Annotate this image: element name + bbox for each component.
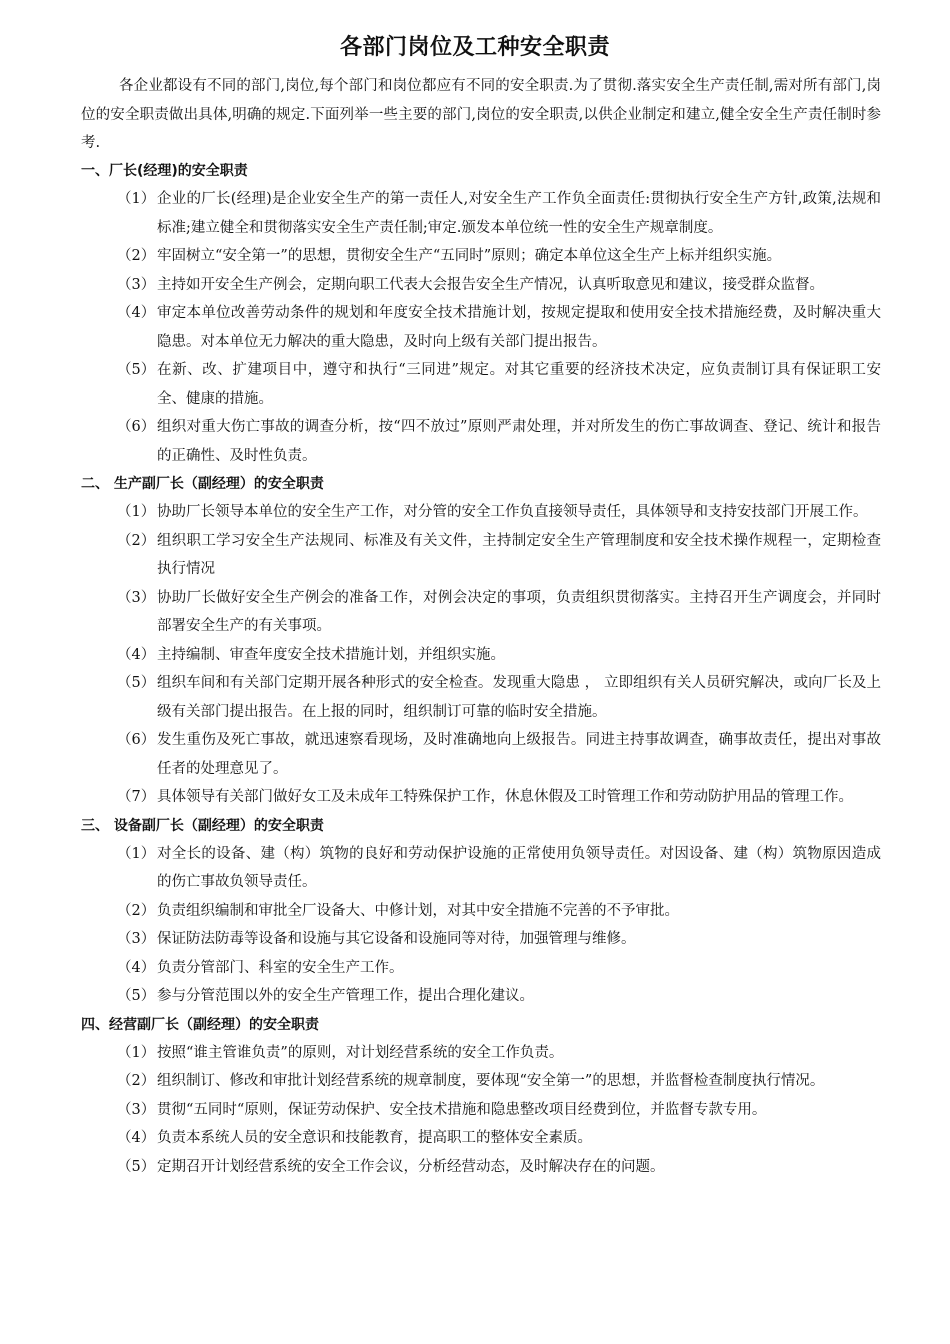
item-text: 主持如开安全生产例会，定期向职工代表大会报告安全生产情况，认真听取意见和建议，接受群众监督。: [157, 276, 824, 293]
list-item: [81, 413, 881, 470]
item-text: 组织职工学习安全生产法规同、标准及有关文件，主持制定安全生产管理制度和安全技术操作规程一，定期检查执行情况: [157, 532, 881, 577]
list-item: [81, 982, 881, 1011]
item-number: （4）: [117, 959, 156, 976]
section-heading: 一、厂长(经理)的安全职责: [81, 163, 248, 179]
item-number: （2）: [117, 902, 156, 919]
list-item: [81, 584, 881, 641]
item-text: 组织对重大伤亡事故的调查分析，按“四不放过”原则严肃处理，并对所发生的伤亡事故调查、登记、统计和报告的正确性、及时性负责。: [157, 419, 881, 464]
item-number: （1）: [117, 191, 156, 207]
item-text: 主持编制、审查年度安全技术措施计划，并组织实施。: [157, 646, 505, 663]
list-item: [81, 299, 881, 356]
item-number: （2）: [117, 532, 156, 549]
item-text: 参与分管范围以外的安全生产管理工作，提出合理化建议。: [157, 988, 534, 1004]
list-item: [81, 185, 881, 242]
item-text: 贯彻“五同时“原则，保证劳动保护、安全技术措施和隐患整改项目经费到位，并监督专款专用。: [157, 1101, 767, 1118]
list-item: [81, 1124, 881, 1153]
item-number: （6）: [117, 419, 156, 435]
item-number: （2）: [117, 248, 156, 264]
section-item-list: [81, 498, 881, 812]
item-text: 企业的厂长(经理)是企业安全生产的第一责任人,对安全生产工作负全面责任:贯彻执行安全生产方针,政策,法规和标准;建立健全和贯彻落实安全生产责任制;审定.颁发本单位统一性的安全生产规章制度。: [157, 191, 881, 236]
item-text: 按照“谁主管谁负责”的原则，对计划经营系统的安全工作负责。: [157, 1044, 564, 1061]
item-number: （1）: [117, 1044, 156, 1061]
section-item-list: [81, 185, 881, 470]
item-number: （4）: [117, 646, 156, 663]
list-item: [81, 1096, 881, 1125]
list-item: [81, 641, 881, 670]
item-text: 负责本系统人员的安全意识和技能教育，提高职工的整体安全素质。: [157, 1130, 592, 1146]
section-item-list: [81, 1039, 881, 1182]
section-heading: 二、 生产副厂长（副经理）的安全职责: [81, 476, 324, 492]
list-item: [81, 1067, 881, 1096]
item-text: 协助厂长做好安全生产例会的准备工作，对例会决定的事项，负责组织贯彻落实。主持召开生产调度会，并同时部署安全生产的有关事项。: [157, 589, 881, 634]
item-number: （7）: [117, 789, 156, 805]
item-number: （5）: [117, 1158, 156, 1175]
list-item: [81, 242, 881, 271]
item-text: 组织车间和有关部门定期开展各种形式的安全检查。发现重大隐患 ， 立即组织有关人员研究解决，或向厂长及上级有关部门提出报告。在上报的同时，组织制订可靠的临时安全措施。: [157, 675, 881, 720]
page-title: 各部门岗位及工种安全职责: [339, 35, 610, 60]
item-text: 审定本单位改善劳动条件的规划和年度安全技术措施计划，按规定提取和使用安全技术措施经费，及时解决重大隐患。对本单位无力解决的重大隐患，及时向上级有关部门提出报告。: [157, 305, 881, 350]
list-item: [81, 897, 881, 926]
item-number: （5）: [117, 362, 156, 378]
item-text: 保证防法防毒等设备和设施与其它设备和设施同等对待，加强管理与维修。: [157, 931, 636, 947]
item-number: （5）: [117, 675, 156, 691]
item-text: 牢固树立“安全第一”的思想，贯彻安全生产“五同时”原则；确定本单位这全生产上标并组织实施。: [157, 248, 782, 264]
item-number: （4）: [117, 1130, 156, 1146]
list-item: [81, 726, 881, 783]
item-text: 负责组织编制和审批全厂设备大、中修计划，对其中安全措施不完善的不予审批。: [157, 902, 679, 919]
list-item: [81, 527, 881, 584]
item-number: （3）: [117, 589, 156, 606]
section-heading: 三、 设备副厂长（副经理）的安全职责: [81, 817, 324, 834]
item-number: （3）: [117, 1101, 156, 1118]
item-number: （6）: [117, 732, 156, 748]
item-number: （3）: [117, 931, 156, 947]
intro-paragraph: 各企业都设有不同的部门,岗位,每个部门和岗位都应有不同的安全职责.为了贯彻.落实安全生产责任制,需对所有部门,岗位的安全职责做出具体,明确的规定.下面列举一些主要的部门,岗位的安全职责,以供企业制定和建立,健全安全生产责任制时参考.: [81, 78, 881, 151]
list-item: [81, 954, 881, 983]
list-item: [81, 271, 881, 300]
item-text: 具体领导有关部门做好女工及未成年工特殊保护工作，休息休假及工时管理工作和劳动防护用品的管理工作。: [157, 789, 853, 805]
item-number: （1）: [117, 845, 156, 862]
list-item: [81, 356, 881, 413]
list-item: [81, 840, 881, 897]
item-text: 在新、改、扩建项目中，遵守和执行“三同进”规定。对其它重要的经济技术决定，应负责制订具有保证职工安全、健康的措施。: [157, 362, 881, 407]
list-item: [81, 669, 881, 726]
list-item: [81, 783, 881, 812]
item-number: （5）: [117, 988, 156, 1004]
item-number: （4）: [117, 305, 156, 321]
section-item-list: [81, 840, 881, 1011]
item-text: 发生重伤及死亡事故，就迅速察看现场，及时准确地向上级报告。同进主持事故调查，确事故责任，提出对事故任者的处理意见了。: [157, 732, 881, 777]
item-number: （2）: [117, 1073, 156, 1089]
item-text: 组织制订、修改和审批计划经营系统的规章制度，要体现“安全第一”的思想，并监督检查制度执行情况。: [157, 1073, 825, 1089]
item-text: 对全长的设备、建（构）筑物的良好和劳动保护设施的正常使用负领导责任。对因设备、建（构）筑物原因造成的伤亡事故负领导责任。: [157, 845, 881, 890]
item-text: 负责分管部门、科室的安全生产工作。: [157, 959, 404, 976]
item-number: （3）: [117, 276, 156, 293]
item-text: 协助厂长领导本单位的安全生产工作，对分管的安全工作负直接领导责任，具体领导和支持安技部门开展工作。: [157, 504, 868, 520]
item-text: 定期召开计划经营系统的安全工作会议，分析经营动态，及时解决存在的问题。: [157, 1158, 665, 1175]
list-item: [81, 925, 881, 954]
item-number: （1）: [117, 504, 156, 520]
list-item: [81, 1039, 881, 1068]
list-item: [81, 1153, 881, 1182]
list-item: [81, 498, 881, 527]
sections-container: [81, 157, 881, 1181]
section-heading: 四、经营副厂长（副经理）的安全职责: [81, 1016, 319, 1033]
